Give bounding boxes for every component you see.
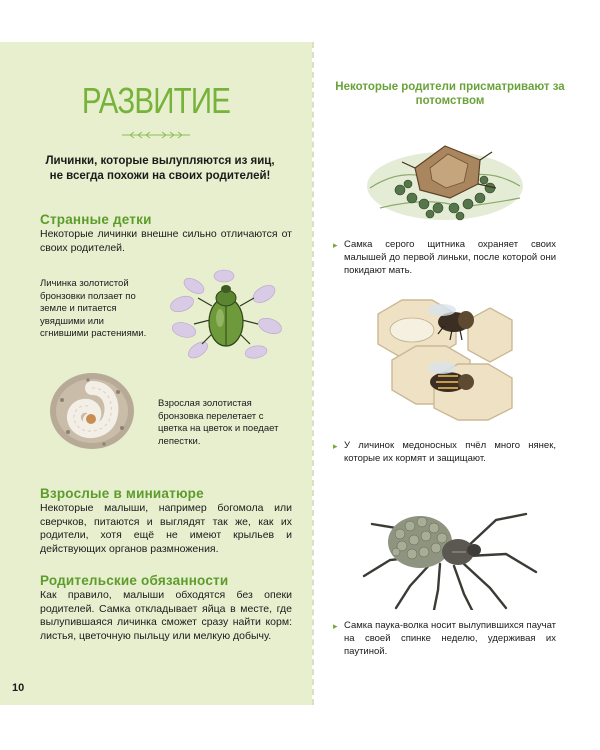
larva-caption: Личинка золотистой бронзовки ползает по земле и питается увядшими или сгнившими растениями.	[40, 278, 147, 339]
caption-wolf-spider: Самка паука-волка носит вылупившихся паучат на своей спинке неделю, удерживая их паутиной.	[344, 620, 556, 657]
bullet-icon: ▸	[333, 240, 338, 250]
heading-parental-duties: Родительские обязанности	[40, 573, 229, 588]
text-miniature: Некоторые малыши, например богомола или сверчков, питаются и выглядят так же, как их родители, хотя ещё не имеют крыльев и действующих органов размножения.	[40, 502, 292, 555]
larva-illustration	[48, 370, 136, 452]
heading-miniature: Взрослые в миниатюре	[40, 486, 204, 501]
bronze-beetle-illustration	[164, 264, 288, 368]
page-title: РАЗВИТИЕ	[81, 80, 231, 121]
intro-text: Личинки, которые вылупляются из яиц, не всегда похожи на своих родителей!	[45, 155, 275, 182]
bullet-icon: ▸	[333, 621, 338, 631]
honeybee-illustration	[372, 290, 522, 424]
book-page	[0, 42, 600, 705]
right-heading: Некоторые родители присматривают за потомством	[335, 81, 565, 107]
text-strange-kids: Некоторые личинки внешне сильно отличаются от своих родителей.	[40, 228, 292, 254]
text-parental-duties: Как правило, малыши обходятся без опеки родителей. Самка откладывает яйца в месте, где вылупившаяся личинка сможет сразу найти корм: листья, цветочную пыльцу или мелкую добычу.	[40, 589, 292, 642]
ornament-icon	[120, 130, 192, 140]
adult-caption: Взрослая золотистая бронзовка перелетает с цветка на цветок и поедает лепестки.	[158, 398, 279, 447]
page-divider	[312, 42, 316, 705]
caption-shield-bug: Самка серого щитника охраняет своих малышей до первой линьки, после которой они покидают мать.	[344, 239, 556, 276]
wolf-spider-illustration	[356, 490, 546, 610]
heading-strange-kids: Странные детки	[40, 212, 152, 227]
bullet-icon: ▸	[333, 441, 338, 451]
caption-honeybees: У личинок медоносных пчёл много нянек, которые их кормят и защищают.	[344, 440, 556, 464]
page-number: 10	[12, 682, 25, 694]
shield-bug-illustration	[360, 128, 530, 228]
